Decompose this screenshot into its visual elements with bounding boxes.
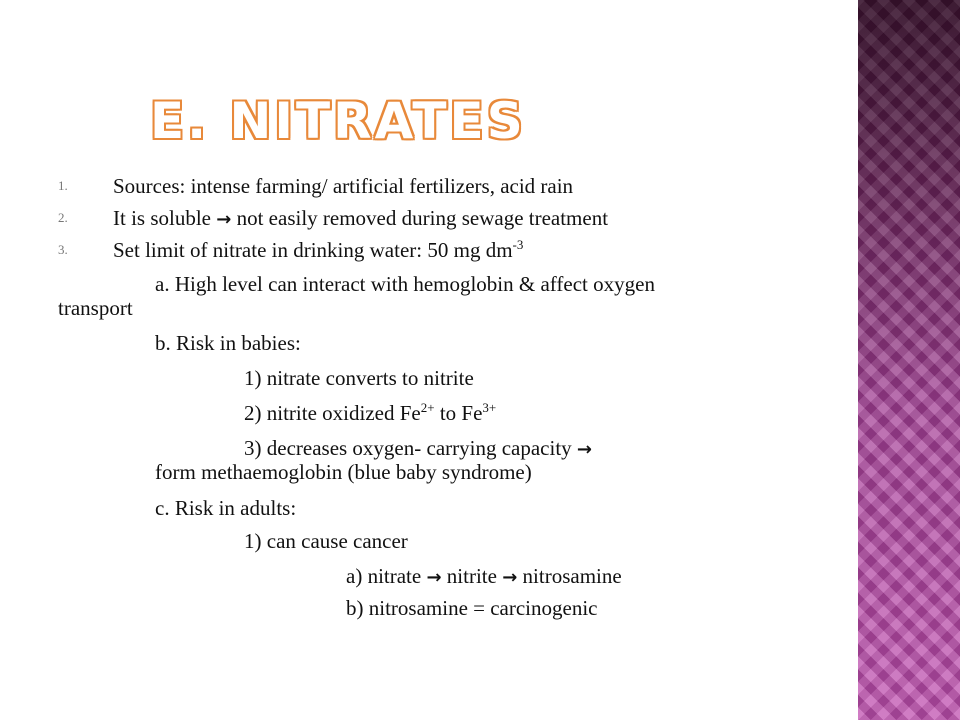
sub-c-item1a-p1: a) nitrate [346,564,422,588]
decorative-sidebar [858,0,960,720]
list-number-3: 3. [58,242,68,257]
right-arrow-icon: → [216,209,232,230]
sub-a-line1: a. High level can interact with hemoglobin & affect oxygen [155,272,655,296]
list-item-3 [113,239,523,261]
list-item-3-sup: -3 [512,237,524,252]
sub-c-item1a-p2: nitrite [446,564,497,588]
list-item-2-after: not easily removed during sewage treatment [236,206,609,230]
right-arrow-icon: → [576,439,593,460]
list-item-2-before: It is soluble [113,206,211,230]
sub-b-item3-line1 [244,437,592,461]
right-arrow-icon: → [502,567,518,588]
sub-b-item1: 1) nitrate converts to nitrite [244,366,474,390]
sub-b-item2-p1: 2) nitrite oxidized Fe [244,401,421,425]
list-number-1: 1. [58,178,68,193]
sub-b-item2-sup2: 3+ [482,400,497,415]
sub-b-label: b. Risk in babies: [155,331,301,355]
right-arrow-icon: → [426,567,442,588]
sub-c-item1a-p3: nitrosamine [522,564,622,588]
slide-title: E. NITRATES [150,92,526,150]
sub-b-item3-text: 3) decreases oxygen- carrying capacity [244,436,572,460]
sub-b-item2-p2: to Fe [434,401,483,425]
sub-c-item1: 1) can cause cancer [244,529,408,553]
sub-a-line2: transport [58,296,133,320]
list-number-2: 2. [58,210,68,225]
list-item-3-text: Set limit of nitrate in drinking water: 50 mg dm [113,238,513,262]
list-item-1: Sources: intense farming/ artificial fertilizers, acid rain [113,174,574,198]
sidebar-shade [858,0,960,720]
sub-b-item2-sup1: 2+ [420,400,435,415]
sub-b-item3-line2: form methaemoglobin (blue baby syndrome) [155,460,532,484]
sub-c-item1a [346,565,622,589]
sub-b-item2 [244,402,496,424]
list-item-2 [113,207,608,231]
sub-c-item1b: b) nitrosamine = carcinogenic [346,596,598,620]
sub-c-label: c. Risk in adults: [155,496,297,520]
